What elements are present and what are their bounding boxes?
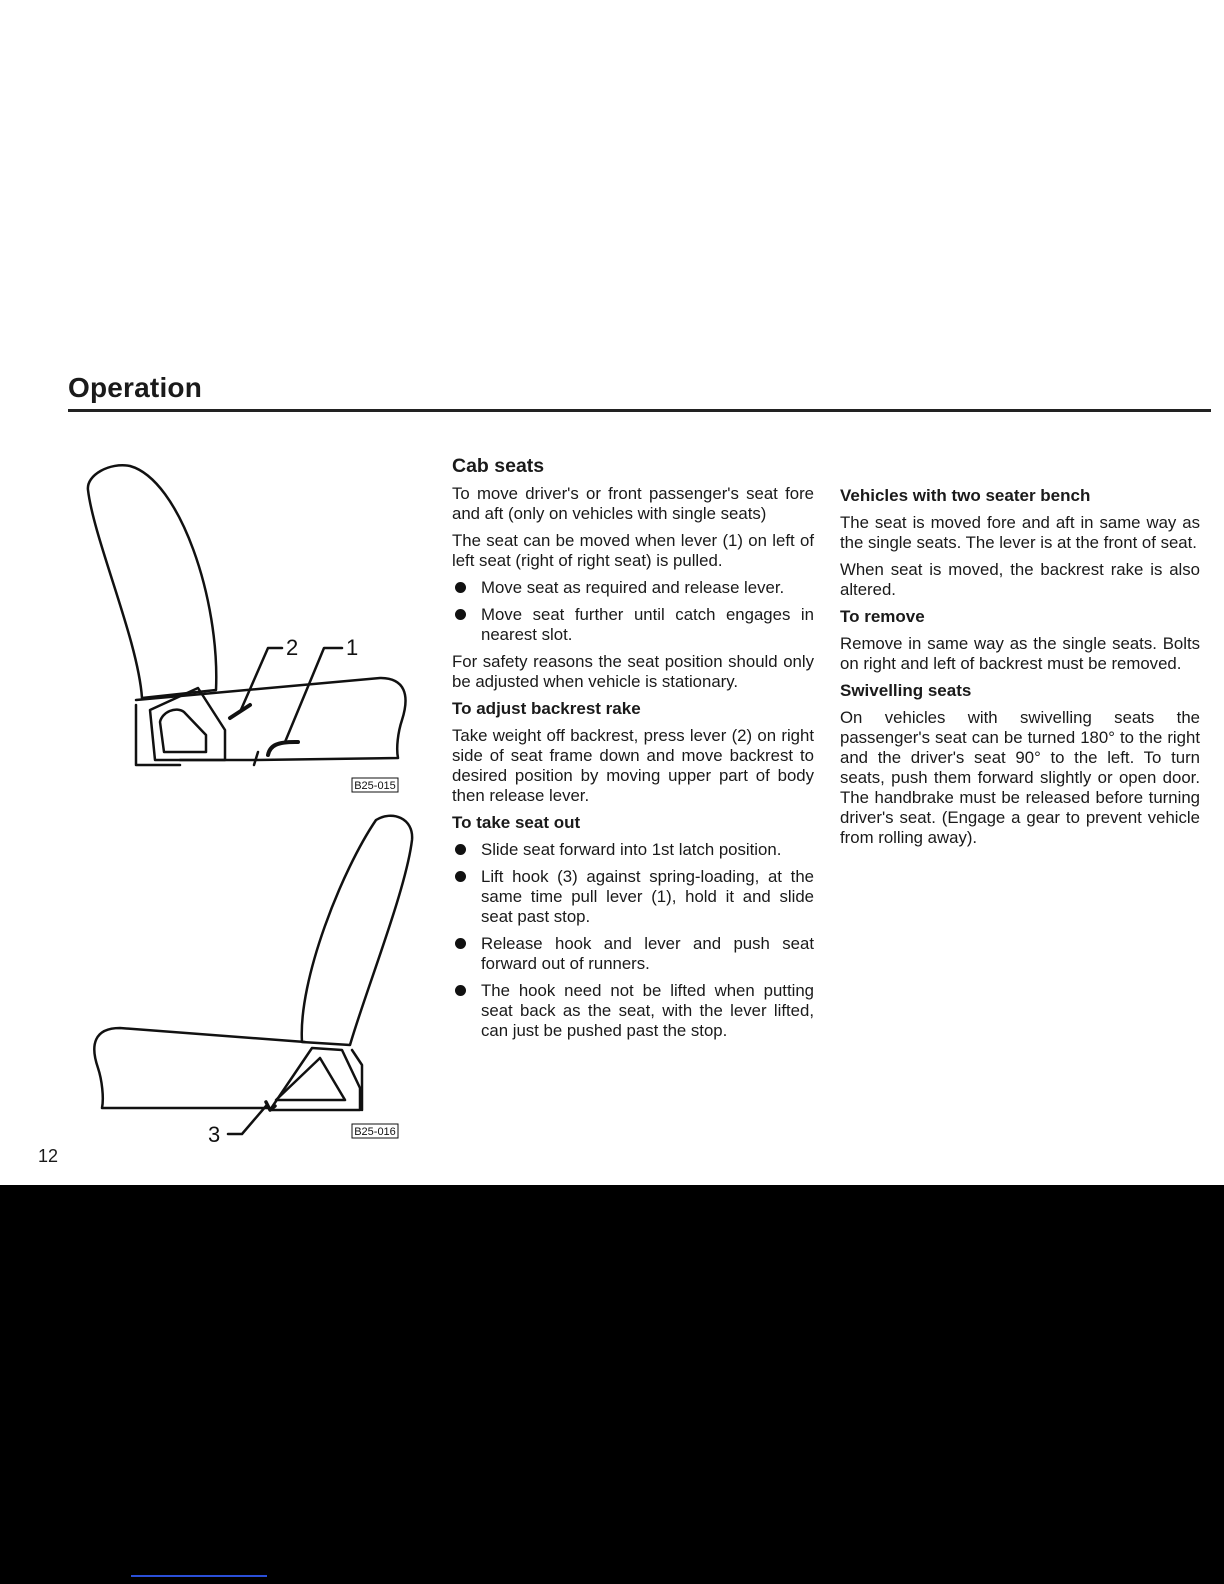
bench-text-1: The seat is moved fore and aft in same way as the single seats. The lever is at the front of seat.: [840, 513, 1200, 552]
heading-bench: Vehicles with two seater bench: [840, 486, 1091, 505]
backrest-shape: [88, 465, 216, 698]
callout-3: 3: [208, 1122, 221, 1147]
bullet-icon: [455, 985, 466, 996]
leader-3: [228, 1106, 266, 1134]
bullet-icon: [455, 582, 466, 593]
callout-2: 2: [286, 635, 299, 660]
column-bench-swivel: [840, 486, 1200, 855]
heading-backrest: To adjust backrest rake: [452, 699, 641, 718]
lever-1: [268, 742, 298, 755]
scan-black-band: [0, 1185, 1224, 1584]
backrest-shape: [302, 816, 412, 1045]
title-rule: [68, 409, 1211, 412]
list-item: Slide seat forward into 1st latch position.: [452, 840, 814, 860]
bullet-icon: [455, 609, 466, 620]
column-cab-seats: [452, 456, 814, 1048]
bullet-icon: [455, 938, 466, 949]
lever-text: The seat can be moved when lever (1) on left of left seat (right of right seat) is pulled.: [452, 531, 814, 570]
figure-code-1: B25-015: [354, 780, 396, 792]
list-item: Move seat as required and release lever.: [452, 578, 814, 598]
leader-1: [285, 648, 342, 742]
backrest-text: Take weight off backrest, press lever (2) on right side of seat frame down and move backrest to desired position by moving upper part of body then release lever.: [452, 726, 814, 805]
callout-1: 1: [346, 635, 359, 660]
list-item: Move seat further until catch engages in nearest slot.: [452, 605, 814, 645]
heading-remove: To remove: [840, 607, 925, 626]
seat-drawing-remove: [80, 810, 420, 1155]
takeout-bullets: [452, 840, 814, 1041]
safety-text: For safety reasons the seat position should only be adjusted when vehicle is stationary.: [452, 652, 814, 691]
page-title: Operation: [68, 372, 203, 403]
swivel-text: On vehicles with swivelling seats the passenger's seat can be turned 180° to the right and the driver's seat 90° to the left. To turn seats, push them forward slightly or open door. The handbrake must be released before turning driver's seat. (Engage a gear to prevent vehicle from rolling away).: [840, 708, 1200, 847]
list-item: Release hook and lever and push seat forward out of runners.: [452, 934, 814, 974]
seat-frame: [136, 705, 180, 765]
seat-figure-adjust: [80, 460, 420, 805]
heading-cab-seats: Cab seats: [452, 455, 545, 477]
bullet-icon: [455, 871, 466, 882]
adjust-bullets: [452, 578, 814, 645]
heading-take-out: To take seat out: [452, 813, 581, 832]
scan-blue-line: [131, 1575, 267, 1577]
heading-swivel: Swivelling seats: [840, 681, 972, 700]
list-item: The hook need not be lifted when putting seat back as the seat, with the lever lifted, can just be pushed past the stop.: [452, 981, 814, 1041]
page-number: 12: [38, 1146, 59, 1166]
seat-drawing-adjust: [80, 460, 420, 805]
list-item: Lift hook (3) against spring-loading, at the same time pull lever (1), hold it and slide seat past stop.: [452, 867, 814, 927]
cushion-shape: [94, 1028, 305, 1108]
seat-figure-remove: [80, 810, 420, 1155]
leader-2: [240, 648, 282, 712]
figure-code-2: B25-016: [354, 1126, 396, 1138]
bench-text-2: When seat is moved, the backrest rake is also altered.: [840, 560, 1200, 599]
intro-text: To move driver's or front passenger's seat fore and aft (only on vehicles with single seats): [452, 484, 814, 523]
bullet-icon: [455, 844, 466, 855]
remove-text: Remove in same way as the single seats. Bolts on right and left of backrest must be removed.: [840, 634, 1200, 673]
